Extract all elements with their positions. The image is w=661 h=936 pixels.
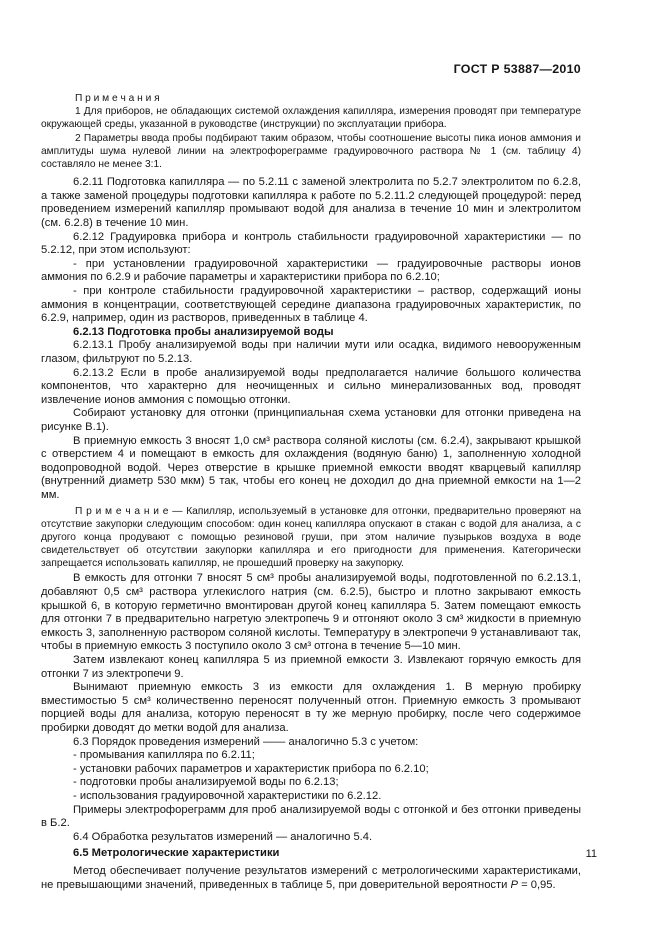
paragraph-6-2-12-item-2: - при контроле стабильности градуировочной характеристики – раствор, содержащий ионы аммония в концентрации, соответствующей середине диапазона градуировочных характеристик, по 6.2.9, например, один из растворов, приведенных в таблице 4. (41, 284, 581, 325)
paragraph-6-2-13-2: 6.2.13.2 Если в пробе анализируемой воды предполагается наличие большого количества компонентов, что характерно для неочищенных и сильно минерализованных вод, проводят извлечение ионов аммония с помощью отгонки. (41, 366, 581, 406)
paragraph-6-3: 6.3 Порядок проведения измерений —— аналогично 5.3 с учетом: (73, 735, 419, 748)
document-code-header: ГОСТ Р 53887—2010 (453, 62, 581, 76)
note-capillary: П р и м е ч а н и е — Капилляр, используемый в установке для отгонки, предварительно проверяют на отсутствие закупорки следующим способом: один конец капилляра опускают в стакан с водой для анализа, а с другого конца продувают с помощью резиновой груши, при этом наличие пузырьков воздуха в воде свидетельствует об отсутствии закупорки капилляра и его пригодности для применения. Категорически запрещается использовать капилляр, не прошедший проверку на закупорку. (41, 506, 581, 569)
paragraph-6-2-12-item-1: - при установлении градуировочной характеристики — градуировочные растворы ионов аммония по 6.2.9 и рабочие параметры и характеристики прибора по 6.2.10; (41, 257, 581, 284)
page-number: 11 (585, 848, 597, 860)
probability-value: = 0,95. (517, 878, 556, 891)
paragraph-electropherogram-examples: Примеры электрофореграмм для проб анализируемой воды с отгонкой и без отгонки приведены в Б.2. (41, 803, 581, 830)
heading-6-5: 6.5 Метрологические характеристики (73, 847, 280, 860)
paragraph-distillation-vessel: В емкость для отгонки 7 вносят 5 см³ пробы анализируемой воды, подготовленной по 6.2.13.1, добавляют 0,5 см³ раствора углекислого натрия (см. 6.2.5), быстро и плотно закрывают емкость крышкой 6, в которую герметично вмонтирован другой конец капилляра 5. Затем помещают емкость для отгонки 7 в предварительно нагретую электропечь 9 и отгоняют около 3 см³ жидкости в приемную емкость 3, заполненную раствором соляной кислоты. Температуру в электропечи 9 устанавливают так, чтобы в приемную емкость 3 поступило около 3 см³ отгона в течение 5—10 мин. (41, 572, 581, 653)
paragraph-6-3-item-3: - подготовки пробы анализируемой воды по 6.2.13; (73, 776, 339, 789)
paragraph-6-2-13-1: 6.2.13.1 Пробу анализируемой воды при наличии мути или осадка, видимого невооруженным глазом, фильтруют по 5.2.13. (41, 339, 581, 365)
metrological-statement-text: Метод обеспечивает получение результатов измерений с метрологическими характеристиками, не превышающими значений, приведенных в таблице 5, при доверительной вероятности (41, 864, 581, 891)
paragraph-transfer-distillate: Вынимают приемную емкость 3 из емкости для охлаждения 1. В мерную пробирку вместимостью 5 см³ количественно переносят полученный отгон. Приемную емкость 3 промывают порцией воды для анализа, которую переносят в ту же мерную пробирку, после чего содержимое пробирки доводят до метки водой для анализа. (41, 681, 581, 734)
heading-6-2-13: 6.2.13 Подготовка пробы анализируемой воды (73, 325, 334, 338)
paragraph-remove-capillary: Затем извлекают конец капилляра 5 из приемной емкости 3. Извлекают горячую емкость для отгонки 7 из электропечи 9. (41, 654, 581, 680)
paragraph-6-4: 6.4 Обработка результатов измерений — аналогично 5.4. (73, 830, 373, 843)
probability-symbol: P (510, 878, 518, 891)
note-2: 2 Параметры ввода пробы подбирают таким образом, чтобы соотношение высоты пика ионов аммония и амплитуды шума нулевой линии на электрофореграмме градуировочного раствора № 1 (см. таблицу 4) составляло не менее 3:1. (41, 132, 581, 171)
notes-label: П р и м е ч а н и я (75, 93, 160, 104)
paragraph-metrological-statement (41, 865, 581, 892)
paragraph-6-2-11: 6.2.11 Подготовка капилляра — по 5.2.11 с заменой электролита по 5.2.7 электролитом по 6.2.8, а также заменой процедуры подготовки капилляра к работе по 5.2.11.2 следующей процедурой: перед проведением измерений капилляр промывают водой для анализа в течение 10 мин и электролитом (см. 6.2.8) в течение 10 мин. (41, 176, 581, 229)
paragraph-assembly: Собирают установку для отгонки (принципиальная схема установки для отгонки приведена на рисунке В.1). (41, 407, 581, 433)
paragraph-6-3-item-2: - установки рабочих параметров и характеристик прибора по 6.2.10; (73, 762, 429, 775)
paragraph-6-3-item-1: - промывания капилляра по 6.2.11; (73, 749, 255, 762)
paragraph-6-2-12: 6.2.12 Градуировка прибора и контроль стабильности градуировочной характеристики — по 5.2.12, при этом используют: (41, 230, 581, 257)
note-1: 1 Для приборов, не обладающих системой охлаждения капилляра, измерения проводят при температуре окружающей среды, указанной в руководстве (инструкции) по эксплуатации прибора. (41, 106, 581, 131)
paragraph-6-3-item-4: - использования градуировочной характеристики по 6.2.12. (73, 789, 382, 802)
page-content (41, 62, 581, 892)
paragraph-receiving-vessel: В приемную емкость 3 вносят 1,0 см³ раствора соляной кислоты (см. 6.2.4), закрывают крышкой с отверстием 4 и помещают в емкость для охлаждения (водяную баню) 1, заполненную холодной водопроводной водой. Через отверстие в крышке приемной емкости вводят кварцевый капилляр (внутренний диаметр 530 мкм) 5 так, чтобы его конец не доходил до дна приемной емкости на 1—2 мм. (41, 434, 581, 501)
